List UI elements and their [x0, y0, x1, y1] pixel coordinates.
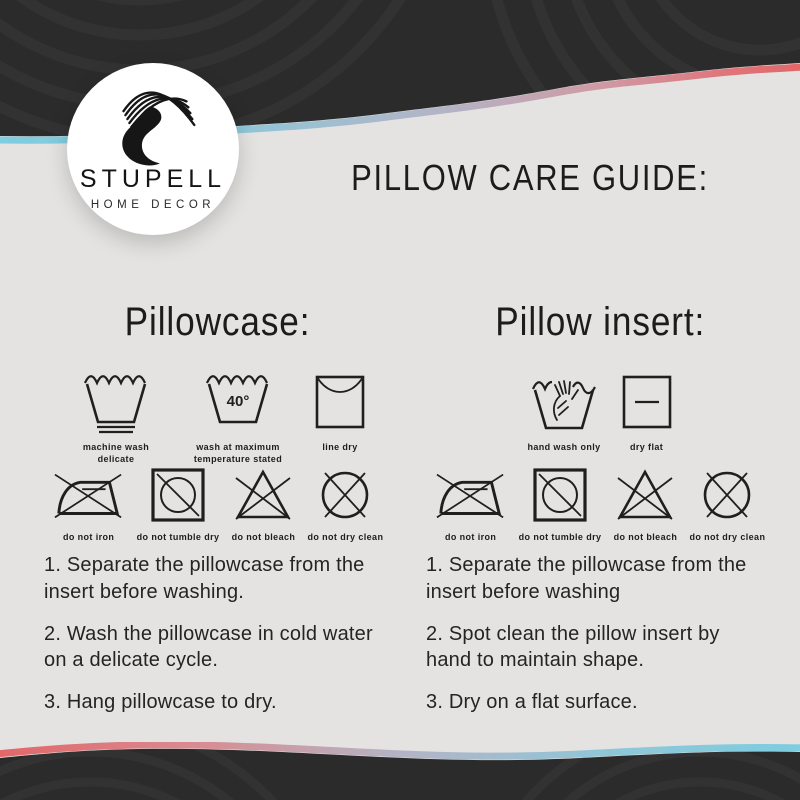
wash-max-temp-icon: 40°: [205, 368, 271, 434]
care-symbol: do not dry clean: [307, 458, 383, 543]
step-3: 3. Dry on a flat surface.: [426, 691, 638, 714]
care-symbol: dry flat: [621, 368, 673, 453]
pillow-insert-heading: Pillow insert:: [495, 300, 705, 344]
do-not-tumble-dry-icon: [531, 458, 589, 524]
do-not-dry-clean-icon: [697, 458, 757, 524]
care-symbol: do not iron: [53, 458, 125, 543]
do-not-dry-clean-icon: [315, 458, 375, 524]
brand-tagline: HOME DECOR: [90, 199, 216, 211]
care-symbol: do not tumble dry: [519, 458, 602, 543]
pillowcase-care-row-2: [38, 458, 398, 543]
line-dry-icon: [314, 368, 366, 434]
care-symbol: do not dry clean: [689, 458, 765, 543]
care-symbol: do not bleach: [231, 458, 295, 543]
step-2: 2. Wash the pillowcase in cold water on a delicate cycle.: [44, 622, 373, 672]
pillow-insert-steps: [426, 552, 778, 731]
hand-wash-only-icon: [531, 368, 597, 434]
care-symbol: do not bleach: [613, 458, 677, 543]
care-symbol: hand wash only: [527, 368, 600, 453]
bottom-wave-band: [0, 742, 800, 800]
stupell-s-swoosh-icon: [94, 73, 212, 173]
do-not-iron-icon: [53, 458, 125, 524]
machine-wash-delicate-icon: [83, 368, 149, 434]
pillow-insert-care-row-2: [420, 458, 780, 543]
step-3: 3. Hang pillowcase to dry.: [44, 691, 277, 714]
pillowcase-care-row-1: [38, 368, 398, 465]
care-symbol: do not tumble dry: [137, 458, 220, 543]
care-symbol: do not iron: [435, 458, 507, 543]
pillow-insert-care-row-1: [420, 368, 780, 453]
step-1: 1. Separate the pillowcase from the insert before washing.: [44, 554, 365, 603]
care-symbol: line dry: [314, 368, 366, 453]
brand-logo: [67, 63, 239, 235]
pillowcase-heading: Pillowcase:: [125, 300, 311, 344]
pillow-insert-section: [420, 0, 780, 800]
care-symbol: machine wash delicate: [70, 368, 162, 465]
care-symbol: 40° wash at maximum temperature stated: [182, 368, 294, 465]
pillowcase-steps: [44, 552, 396, 731]
dry-flat-icon: [621, 368, 673, 434]
step-2: 2. Spot clean the pillow insert by hand to maintain shape.: [426, 622, 720, 672]
step-1: 1. Separate the pillowcase from the insert before washing: [426, 554, 747, 603]
do-not-bleach-icon: [231, 458, 295, 524]
page-title: PILLOW CARE GUIDE:: [351, 157, 709, 198]
do-not-tumble-dry-icon: [149, 458, 207, 524]
do-not-iron-icon: [435, 458, 507, 524]
do-not-bleach-icon: [613, 458, 677, 524]
brand-name: STUPELL: [79, 165, 227, 193]
